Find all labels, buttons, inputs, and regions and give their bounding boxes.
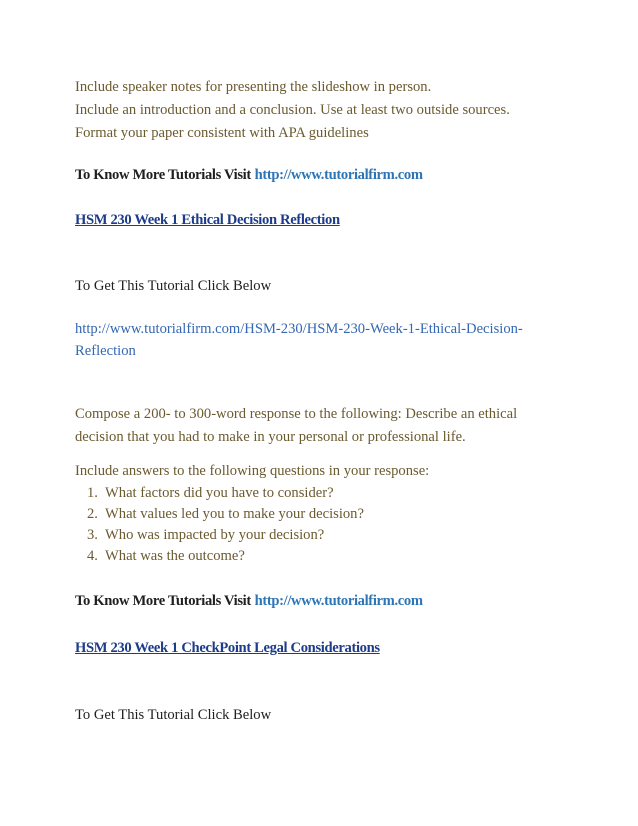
list-item-number: 1. (87, 485, 98, 501)
intro-line: Format your paper consistent with APA guidelines (75, 125, 369, 141)
list-item-text: Who was impacted by your decision? (105, 527, 325, 543)
promo-label: To Know More Tutorials Visit (75, 167, 251, 183)
intro-line: Include speaker notes for presenting the slideshow in person. (75, 79, 432, 95)
promo-line-2 (75, 592, 423, 610)
section1-url-link-line2[interactable]: Reflection (75, 343, 136, 359)
list-item-number: 3. (87, 527, 98, 543)
promo-link[interactable]: http://www.tutorialfirm.com (254, 167, 423, 183)
promo-line-1 (75, 166, 423, 184)
list-item-number: 4. (87, 548, 98, 564)
section1-get-label: To Get This Tutorial Click Below (75, 278, 272, 294)
list-item (75, 483, 364, 504)
questions-intro: Include answers to the following questions in your response: (75, 463, 430, 479)
section1-title-link[interactable]: HSM 230 Week 1 Ethical Decision Reflection (75, 212, 340, 228)
section1-body-line: decision that you had to make in your personal or professional life. (75, 429, 466, 445)
section1-url-link-line1[interactable]: http://www.tutorialfirm.com/HSM-230/HSM-230-Week-1-Ethical-Decision- (75, 321, 523, 337)
section2-title-link[interactable]: HSM 230 Week 1 CheckPoint Legal Considerations (75, 640, 380, 656)
intro-line: Include an introduction and a conclusion. Use at least two outside sources. (75, 102, 510, 118)
list-item (75, 504, 364, 525)
list-item-text: What was the outcome? (105, 548, 245, 564)
list-item-number: 2. (87, 506, 98, 522)
promo-link[interactable]: http://www.tutorialfirm.com (254, 593, 423, 609)
promo-label: To Know More Tutorials Visit (75, 593, 251, 609)
list-item-text: What values led you to make your decision? (105, 506, 364, 522)
section1-body-line: Compose a 200- to 300-word response to the following: Describe an ethical (75, 406, 518, 422)
list-item (75, 525, 364, 546)
section2-get-label: To Get This Tutorial Click Below (75, 707, 272, 723)
questions-list (75, 483, 364, 567)
list-item-text: What factors did you have to consider? (105, 485, 334, 501)
list-item (75, 546, 364, 567)
